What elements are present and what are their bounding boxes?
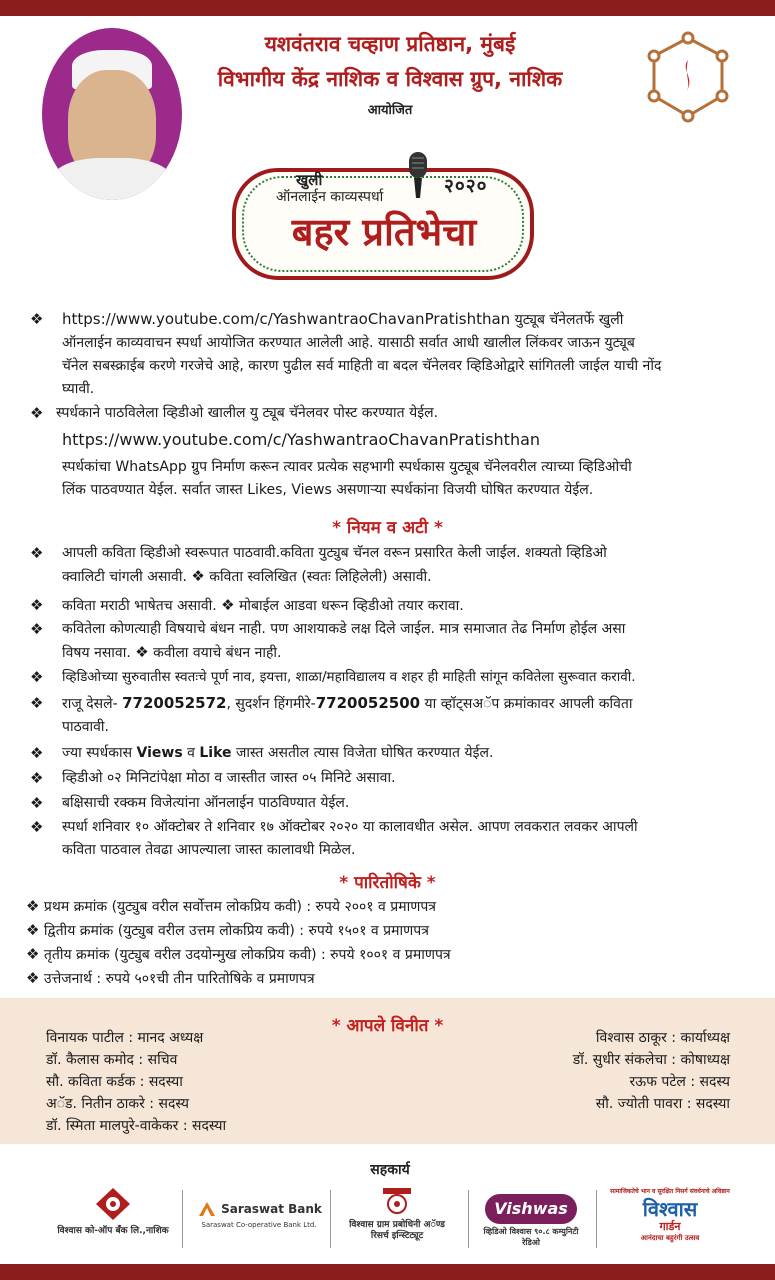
rule-9-line1: स्पर्धा शनिवार १० ऑक्टोबर ते शनिवार १७ ऑक्टोबर २०२० या कालावधीत असेल. आपण लवकरात लवकर आपली <box>62 819 638 835</box>
vishwas-bank-logo-icon <box>93 1186 133 1222</box>
intro-p1-line3: चॅनेल सबस्क्राईब करणे गरजेचे आहे, कारण पुढील सर्व माहिती वा बदल चॅनेलवर व्हिडिओद्वारे सांगितली जाईल याची नोंद <box>62 358 662 374</box>
bullet-icon: ❖ <box>30 596 44 614</box>
sponsor-vishwas-bank: विश्वास को-ऑप बँक लि.,नाशिक <box>48 1186 178 1258</box>
youtube-link-2[interactable]: https://www.youtube.com/c/YashwantraoChavanPratishthan <box>62 430 541 449</box>
rule-3 <box>62 618 762 665</box>
sponsor-vishwas-radio: Vishwas व्हिडिओ विश्वास ९०.८ कम्युनिटी रेडिओ <box>476 1186 586 1258</box>
committee-member: सौ. ज्योती पावरा : सदस्या <box>595 1096 730 1112</box>
bullet-icon: ❖ <box>30 818 44 836</box>
bullet-icon: ❖ <box>26 969 40 987</box>
committee-member: अॅड. नितीन ठाकरे : सदस्य <box>46 1096 189 1112</box>
committee-member: डॉ. स्मिता मालपुरे-वाकेकर : सदस्या <box>46 1118 227 1134</box>
rule-5 <box>62 692 762 739</box>
bullet-icon: ❖ <box>30 310 44 328</box>
rule-3-line2a: विषय नसावा. <box>62 645 131 661</box>
prize-item: ❖ द्वितीय क्रमांक (युट्युब वरील उत्तम लोकप्रिय कवी) : रुपये १५०१ व प्रमाणपत्र <box>26 921 429 939</box>
sponsor-vishwas-gram: विश्वास ग्राम प्रबोधिनी अॅण्ड रिसर्च इन्स्टिट्यूट <box>342 1186 452 1258</box>
intro-p2-line4: लिंक पाठवण्यात येईल. सर्वात जास्त Likes, Views असणाऱ्या स्पर्धकांना विजयी घोषित करण्यात येईल. <box>62 482 594 498</box>
committee-section <box>0 998 775 1144</box>
bullet-icon: ❖ <box>26 921 40 939</box>
bottom-border-bar <box>0 1264 775 1280</box>
intro-p2-line1: स्पर्धकाने पाठविलेला व्हिडीओ खालील यु ट्यूब चॅनेलवर पोस्ट करण्यात येईल. <box>56 405 439 421</box>
committee-member: विश्वास ठाकूर : कार्याध्यक्ष <box>595 1030 730 1046</box>
prize-item: ❖ तृतीय क्रमांक (युट्युब वरील उदयोन्मुख लोकप्रिय कवी) : रुपये १००१ व प्रमाणपत्र <box>26 945 451 963</box>
rule-2 <box>62 594 762 618</box>
banner-year: २०२० <box>444 175 488 197</box>
bullet-icon: ❖ <box>26 945 40 963</box>
saraswat-logo-icon <box>196 1198 218 1220</box>
committee-member: डॉ. सुधीर संकलेचा : कोषाध्यक्ष <box>572 1052 730 1068</box>
vishwas-radio-logo: Vishwas <box>485 1194 577 1224</box>
prizes-heading: * पारितोषिके * <box>339 873 436 893</box>
rule-6-like: Like <box>199 745 232 761</box>
committee-member: रऊफ पटेल : सदस्य <box>629 1074 730 1090</box>
rule-1-line1: आपली कविता व्हिडीओ स्वरूपात पाठवावी.कविता युट्युब चॅनल वरून प्रसारित केली जाईल. शक्यतो व्हिडिओ <box>62 545 607 561</box>
rule-2b: मोबाईल आडवा धरून व्हिडीओ तयार करावा. <box>239 598 464 614</box>
phone-number-2: 7720052500 <box>315 694 421 712</box>
banner-title: बहर प्रतिभेचा <box>291 210 477 254</box>
bullet-icon: ❖ <box>30 544 44 562</box>
top-border-bar <box>0 0 775 16</box>
intro-paragraph-2 <box>62 456 772 502</box>
committee-heading: * आपले विनीत * <box>331 1016 444 1036</box>
rule-5-line2: पाठवावी. <box>62 719 109 735</box>
bullet-icon: ❖ <box>30 404 44 422</box>
committee-right-list <box>430 1027 730 1115</box>
rule-3-line2b: कवीला वयाचे बंधन नाही. <box>153 645 282 661</box>
rule-5c: या व्हॉट्सअॅप क्रमांकावर आपली कविता <box>420 696 633 712</box>
committee-member: सौ. कविता कर्डक : सदस्या <box>46 1074 183 1090</box>
sponsor-divider <box>596 1190 597 1248</box>
prize-item: ❖ उत्तेजनार्थ : रुपये ५०१ची तीन पारितोषिके व प्रमाणपत्र <box>26 969 315 987</box>
sponsor-divider <box>330 1190 331 1248</box>
youtube-link-1[interactable]: https://www.youtube.com/c/YashwantraoChavanPratishthan <box>62 310 511 328</box>
sponsor-vishwas-garden: सामाजिकतेचे भान व सुरक्षित निसर्ग संवर्धनाचे अधिष्ठान विश्वास गार्डन आनंदाचा बहुरंगी उत्सव <box>610 1188 730 1242</box>
intro-paragraph-1 <box>62 308 762 401</box>
rules-heading: * नियम व अटी * <box>332 518 443 538</box>
rule-5b: , सुदर्शन हिंगमीरे- <box>226 696 316 712</box>
prize-item: ❖ प्रथम क्रमांक (युट्युब वरील सर्वोत्तम लोकप्रिय कवी) : रुपये २००१ व प्रमाणपत्र <box>26 897 437 915</box>
organisation-line-1: यशवंतराव चव्हाण प्रतिष्ठान, मुंबई <box>264 32 516 56</box>
rule-8: बक्षिसाची रक्कम विजेत्यांना ऑनलाईन पाठविण्यात येईल. <box>62 795 350 811</box>
committee-left-list <box>46 1027 376 1137</box>
rule-1-line2b: कविता स्वलिखित (स्वतः लिहिलेली) असावी. <box>209 569 432 585</box>
rule-9 <box>62 816 772 862</box>
banner-online-label: ऑनलाईन काव्यस्पर्धा <box>276 189 384 205</box>
rule-4: व्हिडिओच्या सुरुवातीस स्वतःचे पूर्ण नाव, इयत्ता, शाळा/महाविद्यालय व शहर ही माहिती सांगून कवितेला सुरूवात करावी. <box>62 669 636 685</box>
rule-6e: जास्त असतील त्यास विजेता घोषित करण्यात येईल. <box>231 745 494 761</box>
bullet-icon: ❖ <box>30 694 44 712</box>
bullet-icon: ❖ <box>191 567 205 585</box>
bullet-icon: ❖ <box>221 596 235 614</box>
intro-p2-line3: स्पर्धकांचा WhatsApp ग्रुप निर्माण करून त्यावर प्रत्येक सहभागी स्पर्धकास युट्यूब चॅनेलवरील त्याच्या व्हिडिओची <box>62 459 632 475</box>
intro-p1-line1-text: युट्यूब चॅनेलतर्फे खुली <box>510 312 624 328</box>
pratishthan-logo-icon <box>640 30 736 126</box>
sponsors-heading: सहकार्य <box>370 1162 410 1178</box>
bullet-icon: ❖ <box>30 668 44 686</box>
sponsor-divider <box>468 1190 469 1248</box>
committee-member: विनायक पाटील : मानद अध्यक्ष <box>46 1030 204 1046</box>
rule-3-line1: कवितेला कोणत्याही विषयाचे बंधन नाही. पण आशयाकडे लक्ष दिले जाईल. मात्र समाजात तेढ निर्माण होईल असा <box>62 621 626 637</box>
rule-2a: कविता मराठी भाषेतच असावी. <box>62 598 217 614</box>
bullet-icon: ❖ <box>30 794 44 812</box>
intro-p1-line2: ऑनलाईन काव्यवाचन स्पर्धा आयोजित करण्यात आलेली आहे. यासाठी सर्वात आधी खालील लिंकवर जाऊन युट्यूब <box>62 335 635 351</box>
rule-1 <box>62 542 762 589</box>
portrait-coat <box>50 158 174 200</box>
rule-5a: राजू देसले- <box>62 696 123 712</box>
gram-prabodhini-logo-icon <box>377 1186 417 1216</box>
rule-6-views: Views <box>136 745 183 761</box>
intro-p1-line4: घ्यावी. <box>62 381 95 397</box>
bullet-icon: ❖ <box>30 769 44 787</box>
bullet-icon: ❖ <box>30 620 44 638</box>
banner-khuli-label: खुली <box>296 171 323 189</box>
sponsor-divider <box>182 1190 183 1248</box>
organisation-line-2: विभागीय केंद्र नाशिक व विश्वास ग्रुप, नाशिक <box>217 67 563 91</box>
rule-9-line2: कविता पाठवाल तेवढा आपल्याला जास्त कालावधी मिळेल. <box>62 842 356 858</box>
prizes-list <box>26 895 746 991</box>
committee-member: डॉ. कैलास कमोद : सचिव <box>46 1052 178 1068</box>
sponsor-saraswat-bank: Saraswat Bank Saraswat Co-operative Bank Ltd. <box>194 1186 324 1258</box>
bullet-icon: ❖ <box>26 897 40 915</box>
bullet-icon: ❖ <box>135 643 149 661</box>
organised-label: आयोजित <box>367 103 413 118</box>
rule-1-line2a: क्वालिटी चांगली असावी. <box>62 569 187 585</box>
rule-7: व्हिडीओ ०२ मिनिटांपेक्षा मोठा व जास्तीत जास्त ०५ मिनिटे असावा. <box>62 770 396 786</box>
bullet-icon: ❖ <box>30 744 44 762</box>
phone-number-1: 7720052572 <box>122 694 227 712</box>
rule-6a: ज्या स्पर्धकास <box>62 745 137 761</box>
rule-6c: व <box>182 745 200 761</box>
rule-6 <box>62 742 762 765</box>
